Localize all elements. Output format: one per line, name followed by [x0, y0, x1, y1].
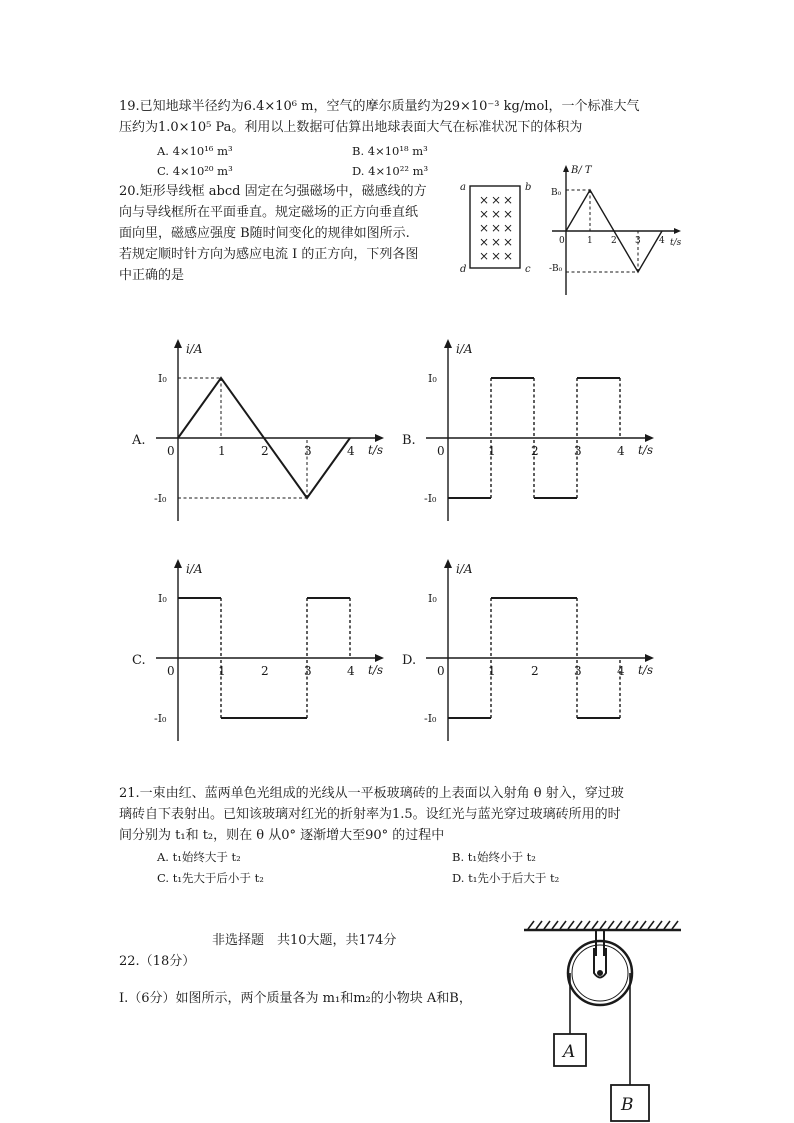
graph-d-xtick-0: 0 [437, 664, 445, 678]
q19-line1: 19.已知地球半径约为6.4×10⁶ m，空气的摩尔质量约为29×10⁻³ kg/mol，一个标准大气 [119, 99, 640, 114]
hatch-12 [624, 921, 630, 929]
graph-a-xtick-0: 0 [167, 444, 175, 458]
hatch-11 [616, 921, 622, 929]
q22-heading: 22.（18分） [119, 954, 196, 969]
graph-d-yaxis-arrow [444, 559, 452, 568]
field-cross-0-0: × [479, 193, 490, 207]
graph-b-xtick-4: 4 [617, 444, 625, 458]
q20-line4: 若规定顺时针方向为感应电流 I 的正方向，下列各图 [119, 247, 419, 262]
corner-b: b [525, 182, 532, 193]
b-xtick-2: 2 [611, 236, 617, 246]
corner-c: c [525, 264, 531, 275]
b-graph-xlabel: t/s [670, 238, 682, 248]
graph-d-xtick-2: 2 [531, 664, 539, 678]
pulley-figure [518, 918, 688, 1123]
graph-a-xtick-1: 1 [218, 444, 226, 458]
wire-frame-figure [455, 178, 540, 278]
field-cross-4-2: × [503, 249, 514, 263]
graph-c-xtick-3: 3 [304, 664, 312, 678]
b-axis-y-arrow [563, 165, 569, 172]
q21-option-a: A. t₁始终大于 t₂ [157, 850, 241, 864]
corner-a: a [460, 182, 466, 193]
q20-line3: 面向里，磁感应强度 B随时间变化的规律如图所示. [119, 226, 410, 241]
graph-d-xtick-1: 1 [488, 664, 496, 678]
q20-line2: 向与导线框所在平面垂直。规定磁场的正方向垂直纸 [119, 205, 419, 220]
graph-d-ylabel: i/A [456, 562, 473, 576]
hatch-9 [600, 921, 606, 929]
hatch-18 [672, 921, 678, 929]
graph-c-xlabel: t/s [368, 663, 384, 677]
graph-c-ylabel: i/A [186, 562, 203, 576]
b-graph-ytick-neg: -B₀ [549, 264, 563, 274]
q19-option-a: A. 4×10¹⁶ m³ [157, 144, 233, 158]
graph-d-letter: D. [402, 653, 417, 668]
b-xtick-3: 3 [635, 236, 641, 246]
field-cross-2-2: × [503, 221, 514, 235]
field-cross-2-0: × [479, 221, 490, 235]
graph-d-xtick-3: 3 [574, 664, 582, 678]
graph-a-xaxis-arrow [375, 434, 384, 442]
pulley-axle [597, 970, 603, 976]
b-axis-x-arrow [674, 228, 681, 234]
graph-b-xaxis-arrow [645, 434, 654, 442]
q22-part1: Ⅰ.（6分）如图所示，两个质量各为 m₁和m₂的小物块 A和B， [119, 991, 472, 1006]
b-xtick-4: 4 [659, 236, 665, 246]
hatch-3 [552, 921, 558, 929]
graph-b-ytick-pos: I₀ [428, 372, 437, 385]
graph-b-yaxis-arrow [444, 339, 452, 348]
graph-a-xlabel: t/s [368, 443, 384, 457]
graph-b-letter: B. [402, 433, 416, 448]
graph-d-ytick-pos: I₀ [428, 592, 437, 605]
current-graph-a [130, 335, 395, 525]
q19-option-c: C. 4×10²⁰ m³ [157, 164, 233, 178]
q21-option-b: B. t₁始终小于 t₂ [452, 850, 536, 864]
b-t-graph [548, 163, 688, 298]
field-cross-0-2: × [503, 193, 514, 207]
graph-b-xlabel: t/s [638, 443, 654, 457]
graph-d-ytick-neg: -I₀ [424, 712, 437, 725]
graph-c-xtick-2: 2 [261, 664, 269, 678]
hatch-2 [544, 921, 550, 929]
b-graph-ylabel: B/ T [571, 165, 592, 176]
q21-line1: 21.一束由红、蓝两单色光组成的光线从一平板玻璃砖的上表面以入射角 θ 射入，穿过玻 [119, 786, 624, 801]
q19-option-d: D. 4×10²² m³ [352, 164, 429, 178]
graph-b-ylabel: i/A [456, 342, 473, 356]
q20-line5: 中正确的是 [119, 268, 185, 283]
field-cross-0-1: × [491, 193, 502, 207]
graph-a-yaxis-arrow [174, 339, 182, 348]
graph-a-ytick-neg: -I₀ [154, 492, 167, 505]
graph-c-xtick-0: 0 [167, 664, 175, 678]
b-graph-ytick-pos: B₀ [551, 188, 562, 198]
field-cross-1-2: × [503, 207, 514, 221]
graph-b-xtick-0: 0 [437, 444, 445, 458]
q21-line3: 间分别为 t₁和 t₂，则在 θ 从0° 逐渐增大至90° 的过程中 [119, 828, 445, 843]
section-title: 非选择题 共10大题，共174分 [212, 933, 397, 948]
field-cross-2-1: × [491, 221, 502, 235]
hatch-5 [568, 921, 574, 929]
graph-d-xtick-4: 4 [617, 664, 625, 678]
b-graph-xticks [559, 236, 665, 246]
graph-b-xtick-3: 3 [574, 444, 582, 458]
graph-d-xaxis-arrow [645, 654, 654, 662]
field-cross-1-0: × [479, 207, 490, 221]
field-cross-4-1: × [491, 249, 502, 263]
field-cross-3-0: × [479, 235, 490, 249]
hatch-1 [536, 921, 542, 929]
graph-c-xtick-1: 1 [218, 664, 226, 678]
graph-c-ytick-neg: -I₀ [154, 712, 167, 725]
hatch-15 [648, 921, 654, 929]
graph-c-xtick-4: 4 [347, 664, 355, 678]
graph-b-xtick-2: 2 [531, 444, 539, 458]
hatch-7 [584, 921, 590, 929]
q20-line1: 20.矩形导线框 abcd 固定在匀强磁场中，磁感线的方 [119, 184, 427, 199]
hatch-4 [560, 921, 566, 929]
block-a-label: A [563, 1042, 576, 1062]
hatch-13 [632, 921, 638, 929]
ceiling-hatch [528, 921, 678, 929]
q21-line2: 璃砖自下表射出。已知该玻璃对红光的折射率为1.5。设红光与蓝光穿过玻璃砖所用的时 [119, 807, 621, 822]
current-graph-d [400, 555, 665, 745]
block-b-label: B [621, 1095, 634, 1115]
graph-d-xlabel: t/s [638, 663, 654, 677]
hatch-10 [608, 921, 614, 929]
graph-a-xtick-2: 2 [261, 444, 269, 458]
current-graph-c [130, 555, 395, 745]
q21-option-c: C. t₁先大于后小于 t₂ [157, 871, 264, 885]
graph-a-xtick-4: 4 [347, 444, 355, 458]
graph-b-xtick-1: 1 [488, 444, 496, 458]
hatch-8 [592, 921, 598, 929]
hatch-16 [656, 921, 662, 929]
graph-b-ytick-neg: -I₀ [424, 492, 437, 505]
q21-option-d: D. t₁先小于后大于 t₂ [452, 871, 560, 885]
graph-a-ytick-pos: I₀ [158, 372, 167, 385]
corner-d: d [460, 264, 467, 275]
hatch-6 [576, 921, 582, 929]
hatch-0 [528, 921, 534, 929]
field-cross-3-2: × [503, 235, 514, 249]
graph-c-letter: C. [132, 653, 146, 668]
b-xtick-1: 1 [587, 236, 593, 246]
field-cross-1-1: × [491, 207, 502, 221]
hatch-14 [640, 921, 646, 929]
q19-option-b: B. 4×10¹⁸ m³ [352, 144, 428, 158]
graph-a-letter: A. [132, 433, 146, 448]
field-cross-4-0: × [479, 249, 490, 263]
graph-c-ytick-pos: I₀ [158, 592, 167, 605]
magnetic-field-crosses [479, 193, 513, 263]
b-xtick-0: 0 [559, 236, 565, 246]
graph-a-xtick-3: 3 [304, 444, 312, 458]
hatch-17 [664, 921, 670, 929]
graph-c-xaxis-arrow [375, 654, 384, 662]
graph-c-yaxis-arrow [174, 559, 182, 568]
graph-a-ylabel: i/A [186, 342, 203, 356]
field-cross-3-1: × [491, 235, 502, 249]
current-graph-b [400, 335, 665, 525]
q19-line2: 压约为1.0×10⁵ Pa。利用以上数据可估算出地球表面大气在标准状况下的体积为 [119, 120, 583, 135]
